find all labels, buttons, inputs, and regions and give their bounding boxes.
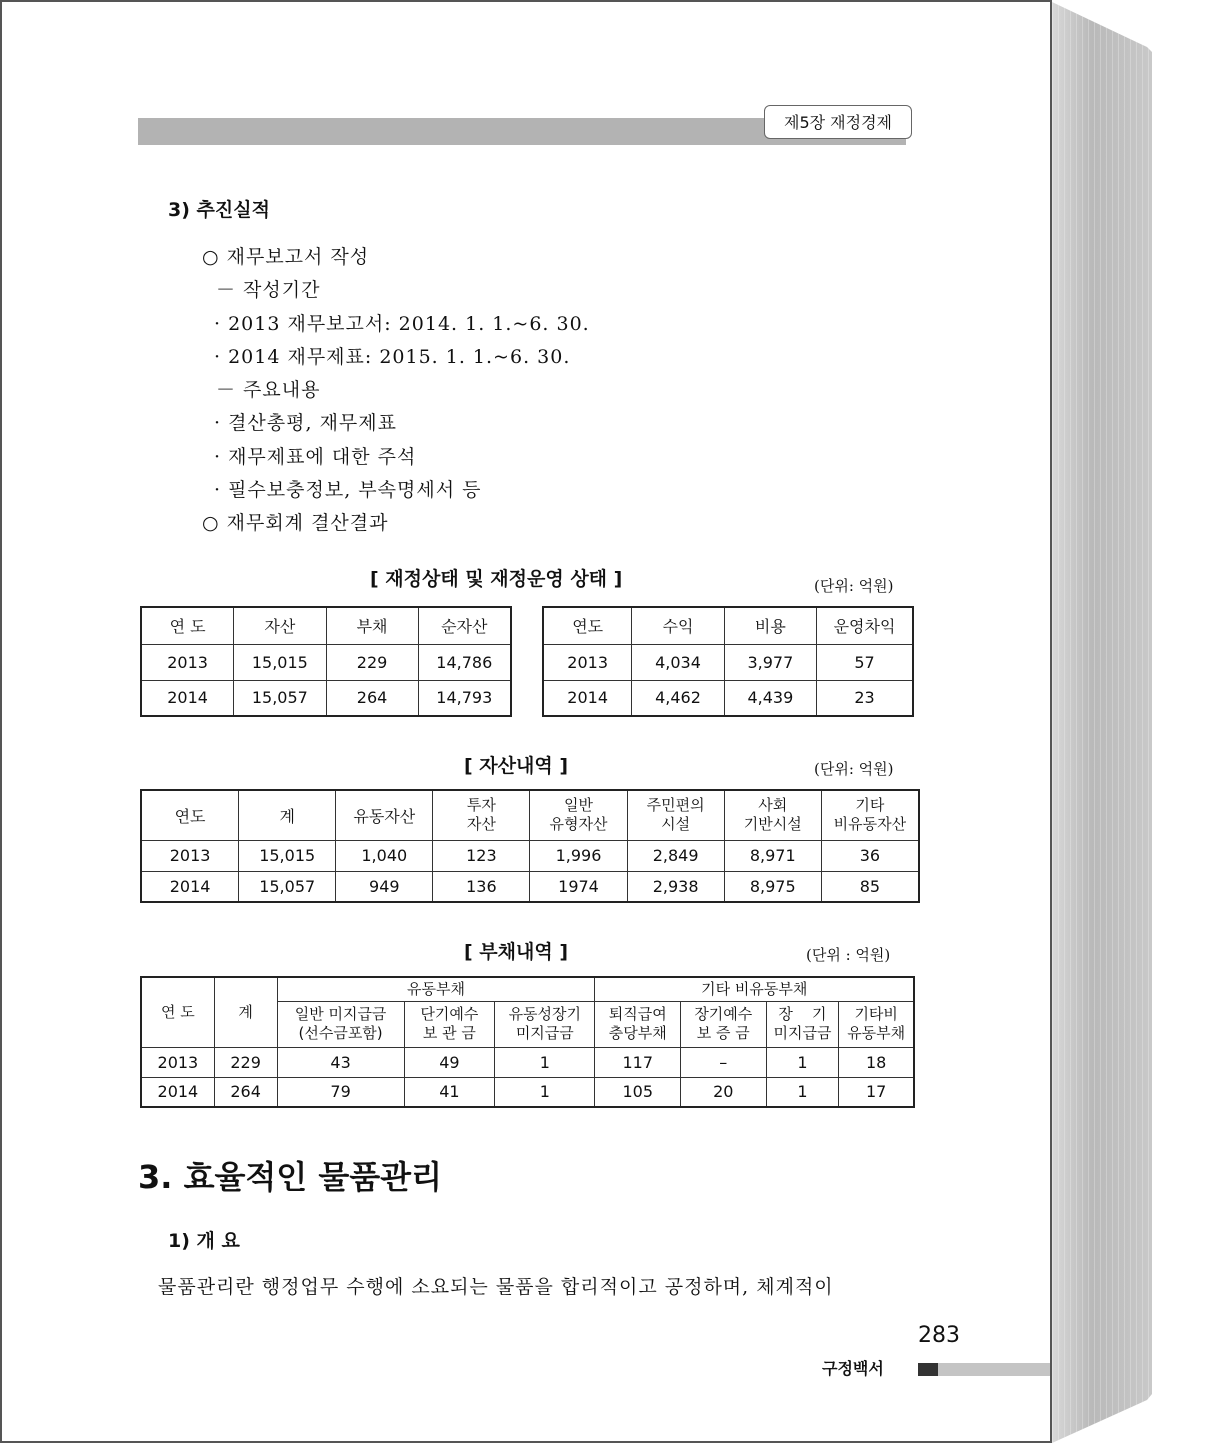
table-cell: 1 [495,1047,595,1077]
table-row [543,680,913,716]
table3-caption: [ 부채내역 ] [464,941,569,963]
table-cell: 2,849 [627,840,724,871]
table-row [141,680,511,716]
table-cell: 229 [214,1047,277,1077]
table-cell: 2013 [543,644,632,680]
table-cell: 85 [821,871,919,902]
table-cell: 4,462 [632,680,724,716]
table-cell: 15,015 [239,840,336,871]
table-cell: 264 [214,1077,277,1107]
header-cell: 비용 [724,607,816,644]
table-cell: 36 [821,840,919,871]
header-cell: 유동자산 [336,790,433,840]
header-cell: 연 도 [141,607,234,644]
header-cell: 단기예수 보 관 금 [404,1001,494,1047]
bullet-line: ○ 재무보고서 작성 [202,246,370,268]
page-number: 283 [918,1323,960,1348]
table-row [141,1077,914,1107]
table-cell: 4,439 [724,680,816,716]
table-cell: 15,015 [234,644,326,680]
header-cell: 계 [214,977,277,1047]
table-row [141,1047,914,1077]
table-cell: 8,971 [724,840,821,871]
table-cell: 123 [433,840,530,871]
table-cell: 1 [766,1077,839,1107]
header-cell: 부채 [326,607,418,644]
table-cell: 1 [766,1047,839,1077]
table-cell: 3,977 [724,644,816,680]
liability-table [140,976,915,1108]
table-row [141,840,919,871]
header-cell: 장기예수 보 증 금 [681,1001,767,1047]
header-cell: 주민편의 시설 [627,790,724,840]
table-cell: 2,938 [627,871,724,902]
header-cell: 기타 비유동자산 [821,790,919,840]
table-cell: 136 [433,871,530,902]
table-cell: 15,057 [239,871,336,902]
table3-unit: (단위 : 억원) [806,946,891,964]
header-group: 유동부채 [277,977,595,1001]
bullet-line: · 재무제표에 대한 주석 [214,446,417,468]
header-cell: 일반 유형자산 [530,790,627,840]
table-cell: 105 [595,1077,681,1107]
bullet-line: · 필수보충정보, 부속명세서 등 [214,479,482,501]
table2-caption: [ 자산내역 ] [464,755,569,777]
table-cell: 264 [326,680,418,716]
header-cell: 순자산 [418,607,511,644]
table-cell: 57 [817,644,913,680]
header-cell: 수익 [632,607,724,644]
book-name: 구정백서 [822,1359,884,1378]
table-cell: 43 [277,1047,404,1077]
bullet-line: － 주요내용 [216,379,321,401]
table-cell: 117 [595,1047,681,1077]
section-heading: 3) 추진실적 [168,199,270,221]
bullet-line: · 2014 재무제표: 2015. 1. 1.~6. 30. [214,346,571,368]
table-cell: 49 [404,1047,494,1077]
bullet-line: · 결산총평, 재무제표 [214,412,397,434]
subsection-heading: 1) 개 요 [168,1230,240,1252]
bullet-line: · 2013 재무보고서: 2014. 1. 1.~6. 30. [214,313,590,335]
asset-table [140,789,920,903]
header-cell: 퇴직급여 충당부채 [595,1001,681,1047]
header-cell: 사회 기반시설 [724,790,821,840]
table-cell: 41 [404,1077,494,1107]
header-cell: 운영차익 [817,607,913,644]
table-cell: 2013 [141,1047,214,1077]
header-cell: 연도 [141,790,239,840]
table-cell: 17 [839,1077,914,1107]
header-cell: 투자 자산 [433,790,530,840]
section-title: 3. 효율적인 물품관리 [138,1158,442,1196]
header-group: 기타 비유동부채 [595,977,914,1001]
table-cell: 20 [681,1077,767,1107]
table-cell: 2013 [141,840,239,871]
bullet-line: － 작성기간 [216,279,321,301]
table1-unit: (단위: 억원) [814,577,894,595]
header-cell: 연 도 [141,977,214,1047]
footer-bar-dark [918,1363,938,1376]
table-cell: 79 [277,1077,404,1107]
page-stack-edge [1052,2,1152,1443]
header-cell: 자산 [234,607,326,644]
table-cell: 2014 [141,1077,214,1107]
table-cell: 949 [336,871,433,902]
table-cell: 1,996 [530,840,627,871]
table-row [141,871,919,902]
footer-bar-light [938,1363,1050,1376]
table-cell: 229 [326,644,418,680]
table-cell: 2014 [141,680,234,716]
header-cell: 기타비 유동부채 [839,1001,914,1047]
body-paragraph: 물품관리란 행정업무 수행에 소요되는 물품을 합리적이고 공정하며, 체계적이 [158,1276,834,1298]
table-row [141,644,511,680]
financial-position-table [140,606,512,717]
table-cell: 8,975 [724,871,821,902]
bullet-line: ○ 재무회계 결산결과 [202,512,389,534]
table-cell: 23 [817,680,913,716]
table-cell: 18 [839,1047,914,1077]
table-cell: 4,034 [632,644,724,680]
table2-unit: (단위: 억원) [814,760,894,778]
table-cell: – [681,1047,767,1077]
header-cell: 계 [239,790,336,840]
table-cell: 1974 [530,871,627,902]
financial-operation-table [542,606,914,717]
table-cell: 2014 [141,871,239,902]
header-cell: 장 기 미지급금 [766,1001,839,1047]
table1-caption: [ 재정상태 및 재정운영 상태 ] [370,568,623,590]
table-cell: 14,786 [418,644,511,680]
chapter-tab: 제5장 재정경제 [764,105,912,139]
table-cell: 2014 [543,680,632,716]
table-cell: 1 [495,1077,595,1107]
table-cell: 15,057 [234,680,326,716]
header-cell: 연도 [543,607,632,644]
table-cell: 1,040 [336,840,433,871]
table-cell: 2013 [141,644,234,680]
table-row [543,644,913,680]
header-cell: 일반 미지급금 (선수금포함) [277,1001,404,1047]
table-cell: 14,793 [418,680,511,716]
header-cell: 유동성장기 미지급금 [495,1001,595,1047]
